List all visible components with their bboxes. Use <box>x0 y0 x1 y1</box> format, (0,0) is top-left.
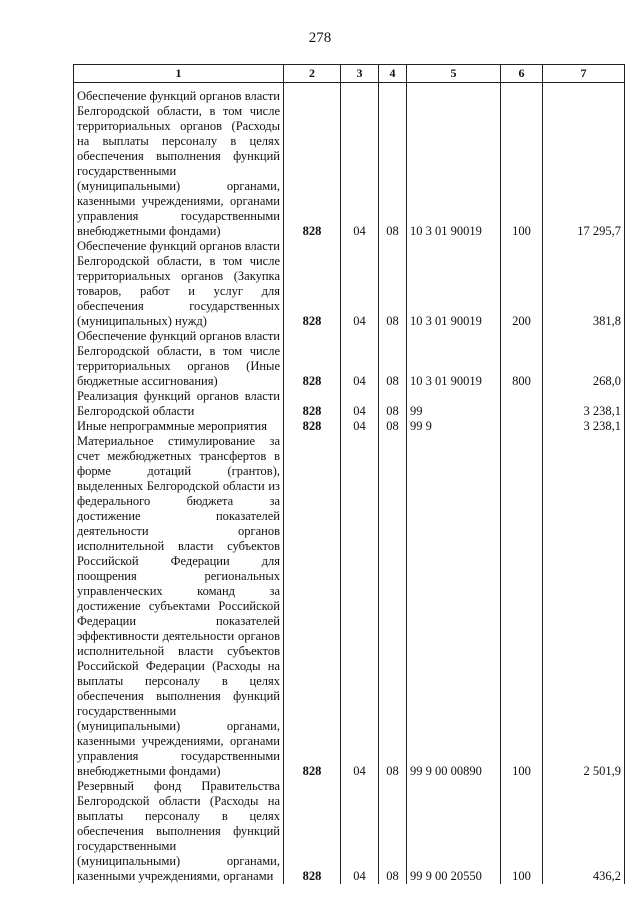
cell-section: 04 <box>341 389 379 419</box>
table-row <box>74 83 625 239</box>
table-row <box>74 239 625 329</box>
cell-ministry: 828 <box>284 419 341 434</box>
cell-ministry: 828 <box>284 779 341 884</box>
cell-amount: 3 238,1 <box>543 389 625 419</box>
cell-subsection: 08 <box>379 239 407 329</box>
cell-target-article: 10 3 01 90019 <box>407 83 501 239</box>
cell-ministry: 828 <box>284 239 341 329</box>
cell-section: 04 <box>341 779 379 884</box>
cell-expense-type: 200 <box>501 239 543 329</box>
cell-target-article: 10 3 01 90019 <box>407 239 501 329</box>
cell-subsection: 08 <box>379 434 407 779</box>
cell-expense-type: 100 <box>501 779 543 884</box>
cell-expense-type: 100 <box>501 83 543 239</box>
cell-expense-type: 100 <box>501 434 543 779</box>
cell-expense-type <box>501 389 543 419</box>
table-row <box>74 329 625 389</box>
cell-section: 04 <box>341 434 379 779</box>
cell-target-article: 99 9 00 20550 <box>407 779 501 884</box>
table-row <box>74 389 625 419</box>
cell-section: 04 <box>341 83 379 239</box>
cell-ministry: 828 <box>284 434 341 779</box>
column-header: 3 <box>341 65 379 83</box>
cell-subsection: 08 <box>379 419 407 434</box>
cell-section: 04 <box>341 329 379 389</box>
cell-section: 04 <box>341 239 379 329</box>
cell-expense-type <box>501 419 543 434</box>
cell-section: 04 <box>341 419 379 434</box>
cell-target-article: 99 9 <box>407 419 501 434</box>
table-row <box>74 434 625 779</box>
row-name: Иные непрограммные мероприятия <box>74 419 284 434</box>
row-name: Обеспечение функций органов власти Белгородской области, в том числе территориальных органов (Закупка товаров, работ и услуг для обеспечения государственных (муниципальных) нужд) <box>74 239 284 329</box>
column-header: 6 <box>501 65 543 83</box>
table-row <box>74 419 625 434</box>
cell-ministry: 828 <box>284 389 341 419</box>
column-header: 7 <box>543 65 625 83</box>
table-header-row <box>74 65 625 83</box>
cell-ministry: 828 <box>284 329 341 389</box>
cell-amount: 17 295,7 <box>543 83 625 239</box>
column-header: 5 <box>407 65 501 83</box>
row-name: Резервный фонд Правительства Белгородской области (Расходы на выплаты персоналу в целях обеспечения выполнения функций государственными (муниципальными) органами, казенными учреждениями, органами <box>74 779 284 884</box>
cell-amount: 2 501,9 <box>543 434 625 779</box>
row-name: Обеспечение функций органов власти Белгородской области, в том числе территориальных органов (Расходы на выплаты персоналу в целях обеспечения выполнения функций государственными (муниципальными) органами, казенными учреждениями, органами управления государственными внебюджетными фондами) <box>74 83 284 239</box>
cell-subsection: 08 <box>379 329 407 389</box>
cell-target-article: 99 <box>407 389 501 419</box>
cell-subsection: 08 <box>379 389 407 419</box>
cell-subsection: 08 <box>379 83 407 239</box>
budget-table <box>73 64 625 884</box>
row-name: Реализация функций органов власти Белгородской области <box>74 389 284 419</box>
column-header: 4 <box>379 65 407 83</box>
column-header: 2 <box>284 65 341 83</box>
row-name: Обеспечение функций органов власти Белгородской области, в том числе территориальных органов (Иные бюджетные ассигнования) <box>74 329 284 389</box>
cell-amount: 3 238,1 <box>543 419 625 434</box>
cell-target-article: 99 9 00 00890 <box>407 434 501 779</box>
cell-subsection: 08 <box>379 779 407 884</box>
table-row <box>74 779 625 884</box>
cell-target-article: 10 3 01 90019 <box>407 329 501 389</box>
cell-amount: 268,0 <box>543 329 625 389</box>
cell-ministry: 828 <box>284 83 341 239</box>
cell-amount: 436,2 <box>543 779 625 884</box>
cell-expense-type: 800 <box>501 329 543 389</box>
page-number: 278 <box>308 30 332 46</box>
cell-amount: 381,8 <box>543 239 625 329</box>
row-name: Материальное стимулирование за счет межбюджетных трансфертов в форме дотаций (грантов), выделенных Белгородской области из федерального бюджета за достижение показателей деятельности органов исполнительной власти субъектов Российской Федерации для поощрения региональных управленческих команд за достижение субъектами Российской Федерации показателей эффективности деятельности органов исполнительной власти субъектов Российской Федерации (Расходы на выплаты персоналу в целях обеспечения выполнения функций государственными (муниципальными) органами, казенными учреждениями, органами управления государственными внебюджетными фондами) <box>74 434 284 779</box>
column-header: 1 <box>74 65 284 83</box>
